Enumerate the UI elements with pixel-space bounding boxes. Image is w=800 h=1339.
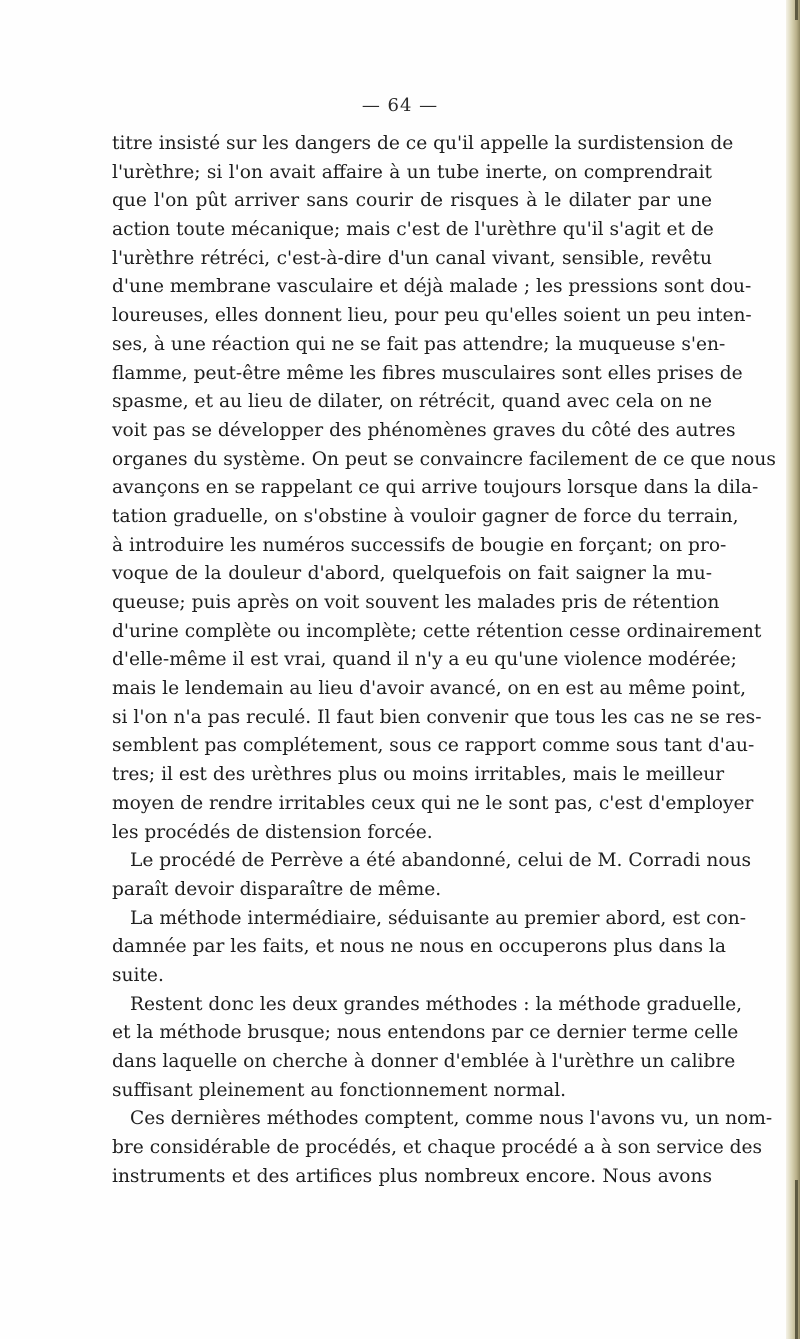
text-line: d'urine complète ou incomplète; cette rétention cesse ordinairement <box>112 620 762 642</box>
text-line: La méthode intermédiaire, séduisante au premier abord, est con- <box>130 907 747 929</box>
text-line: l'urèthre; si l'on avait affaire à un tube inerte, on comprendrait <box>112 161 712 183</box>
text-line: bre considérable de procédés, et chaque procédé a à son service des <box>112 1137 763 1159</box>
text-line: queuse; puis après on voit souvent les malades pris de rétention <box>112 592 720 613</box>
text-line: voit pas se développer des phénomènes graves du côté des autres <box>112 419 736 441</box>
text-line: damnée par les faits, et nous ne nous en occuperons plus dans la <box>112 936 726 958</box>
text-line: semblent pas complétement, sous ce rapport comme sous tant d'au- <box>112 735 755 757</box>
page-number: — 64 — <box>361 95 439 116</box>
text-line: que l'on pût arriver sans courir de risques à le dilater par une <box>112 190 712 212</box>
text-line: d'une membrane vasculaire et déjà malade ; les pressions sont dou- <box>112 276 752 298</box>
text-line: ses, à une réaction qui ne se fait pas attendre; la muqueuse s'en- <box>112 333 726 355</box>
text-line: titre insisté sur les dangers de ce qu'il appelle la surdistension de <box>112 133 734 154</box>
text-line: Ces dernières méthodes comptent, comme nous l'avons vu, un nom- <box>130 1108 773 1130</box>
text-line: et la méthode brusque; nous entendons par ce dernier terme celle <box>112 1022 739 1044</box>
text-line: l'urèthre rétréci, c'est-à-dire d'un canal vivant, sensible, revêtu <box>112 247 712 269</box>
text-line: action toute mécanique; mais c'est de l'urèthre qu'il s'agit et de <box>112 219 714 241</box>
text-line: moyen de rendre irritables ceux qui ne le sont pas, c'est d'employer <box>112 792 754 814</box>
text-line: Le procédé de Perrève a été abandonné, celui de M. Corradi nous <box>130 850 752 872</box>
text-line: paraît devoir disparaître de même. <box>112 878 442 900</box>
text-line: dans laquelle on cherche à donner d'emblée à l'urèthre un calibre <box>112 1051 736 1072</box>
text-line: mais le lendemain au lieu d'avoir avancé, on en est au même point, <box>112 678 746 700</box>
text-line: flamme, peut-être même les fibres musculaires sont elles prises de <box>112 362 743 384</box>
text-line: tation graduelle, on s'obstine à vouloir gagner de force du terrain, <box>112 505 739 527</box>
text-line: suffisant pleinement au fonctionnement normal. <box>112 1079 567 1101</box>
text-line: à introduire les numéros successifs de bougie en forçant; on pro- <box>112 534 727 556</box>
text-line: les procédés de distension forcée. <box>112 821 433 843</box>
text-line: organes du système. On peut se convaincre facilement de ce que nous <box>112 448 776 470</box>
text-line: spasme, et au lieu de dilater, on rétrécit, quand avec cela on ne <box>112 391 712 413</box>
text-line: tres; il est des urèthres plus ou moins irritables, mais le meilleur <box>112 764 725 786</box>
text-line: instruments et des artifices plus nombreux encore. Nous avons <box>112 1165 712 1187</box>
text-line: d'elle-même il est vrai, quand il n'y a eu qu'une violence modérée; <box>112 649 737 671</box>
text-line: suite. <box>112 964 164 986</box>
text-line: si l'on n'a pas reculé. Il faut bien convenir que tous les cas ne se res- <box>112 706 762 728</box>
text-line: voque de la douleur d'abord, quelquefois on fait saigner la mu- <box>112 563 712 585</box>
page-edge-shadow <box>786 0 800 1339</box>
text-line: loureuses, elles donnent lieu, pour peu qu'elles soient un peu inten- <box>112 305 752 327</box>
text-line: Restent donc les deux grandes méthodes : la méthode graduelle, <box>130 993 743 1015</box>
text-line: avançons en se rappelant ce qui arrive toujours lorsque dans la dila- <box>112 477 759 499</box>
body-text <box>112 130 776 1191</box>
